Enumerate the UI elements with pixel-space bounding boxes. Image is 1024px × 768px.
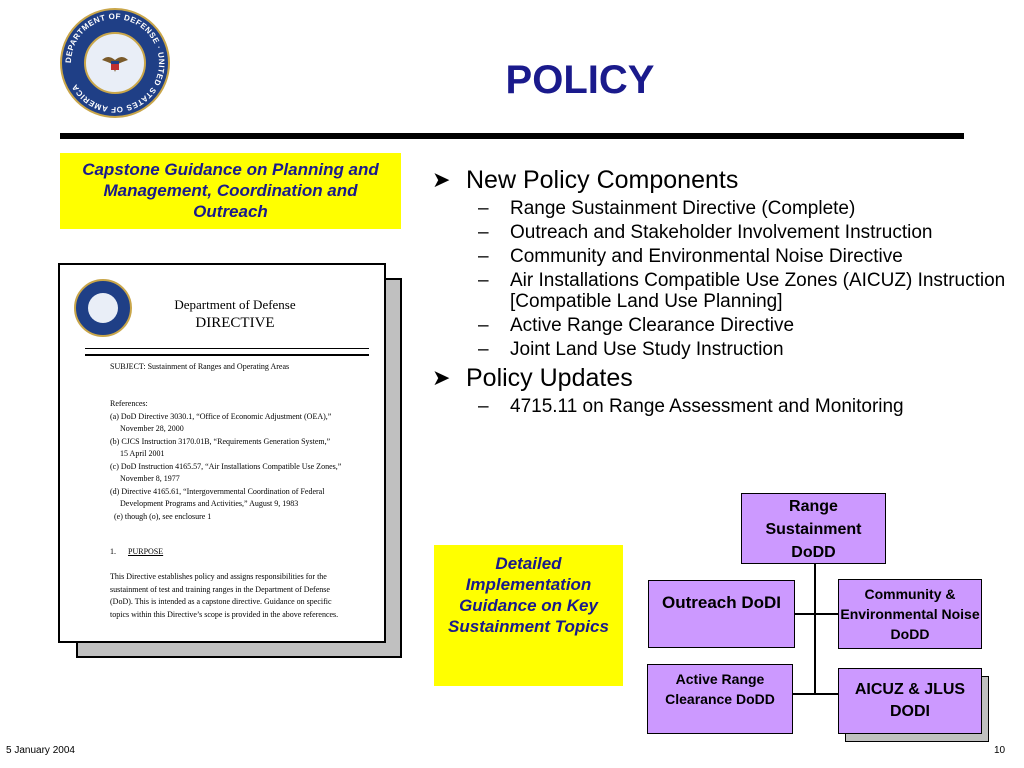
section-title: PURPOSE [128, 547, 164, 556]
bullet-item [432, 363, 1012, 393]
sub-bullet-text: 4715.11 on Range Assessment and Monitoring [510, 396, 904, 417]
sub-bullet-text: Outreach and Stakeholder Involvement Instruction [510, 222, 933, 243]
sub-bullet-item [432, 339, 1012, 360]
references-label: References: [110, 399, 148, 408]
footer-date: 5 January 2004 [6, 745, 75, 756]
bullet-text: New Policy Components [466, 166, 739, 194]
document-seal-logo [74, 279, 132, 337]
purpose-line: This Directive establishes policy and assigns responsibilities for the [110, 572, 327, 581]
purpose-line: sustainment of test and training ranges in the Department of Defense [110, 584, 330, 594]
reference-line: 15 April 2001 [110, 449, 165, 458]
bullet-text: Policy Updates [466, 364, 633, 392]
range-sustainment-box: Range Sustainment DoDD [741, 493, 886, 564]
reference-line: (b) CJCS Instruction 3170.01B, “Requirements Generation System,” [110, 436, 331, 446]
dash-bullet-icon: – [478, 222, 489, 243]
purpose-line: topics within this Directive’s scope is provided in the above references. [110, 609, 339, 619]
connector-line [814, 563, 816, 693]
dash-bullet-icon: – [478, 315, 489, 336]
reference-line: (e) though (o), see enclosure 1 [110, 511, 212, 521]
connector-line [795, 613, 838, 615]
outreach-box: Outreach DoDI [648, 580, 795, 648]
dash-bullet-icon: – [478, 396, 489, 417]
capstone-guidance-box: Capstone Guidance on Planning and Management, Coordination and Outreach [60, 153, 401, 229]
sub-bullet-item [432, 246, 1012, 267]
sub-bullet-item [432, 198, 1012, 219]
reference-line: (c) DoD Instruction 4165.57, “Air Installations Compatible Use Zones,” [110, 461, 342, 471]
document-subject: SUBJECT: Sustainment of Ranges and Operating Areas [110, 362, 290, 371]
document-references [110, 398, 341, 523]
page-number: 10 [994, 745, 1006, 756]
sub-bullet-text: Range Sustainment Directive (Complete) [510, 198, 856, 219]
noise-box: Community & Environmental Noise DoDD [838, 579, 982, 649]
bullet-item [432, 165, 1012, 195]
document-header [150, 296, 320, 332]
dash-bullet-icon: – [478, 246, 489, 267]
svg-text:DEPARTMENT OF DEFENSE · UNITED: DEPARTMENT OF DEFENSE · UNITED STATES OF AMERICA [63, 11, 167, 115]
connector-line [793, 693, 838, 695]
dash-bullet-icon: – [478, 198, 489, 219]
sub-bullet-item [432, 270, 1012, 312]
detailed-guidance-box: Detailed Implementation Guidance on Key Sustainment Topics [434, 545, 623, 686]
purpose-heading [110, 546, 163, 559]
document-seal-center [88, 293, 118, 323]
document-rule-thick [85, 354, 369, 356]
document-rule [85, 348, 369, 349]
section-number: 1. [110, 547, 116, 556]
clearance-box: Active Range Clearance DoDD [647, 664, 793, 734]
dash-bullet-icon: – [478, 339, 489, 360]
sub-bullet-text: Joint Land Use Study Instruction [510, 339, 784, 360]
document-type: DIRECTIVE [195, 315, 275, 331]
arrow-bullet-icon: ➤ [432, 167, 451, 192]
slide-title: POLICY [505, 58, 655, 102]
purpose-line: (DoD). This is intended as a capstone directive. Guidance on specific [110, 597, 332, 606]
aicuz-box: AICUZ & JLUS DODI [838, 668, 982, 734]
sub-bullet-item [432, 315, 1012, 336]
arrow-bullet-icon: ➤ [432, 365, 451, 390]
reference-line: Development Programs and Activities,” August 9, 1983 [110, 499, 299, 508]
document-org: Department of Defense [174, 297, 296, 312]
reference-line: (a) DoD Directive 3030.1, “Office of Economic Adjustment (OEA),” [110, 411, 332, 421]
bullet-list [432, 165, 1012, 420]
sub-bullet-item [432, 396, 1012, 417]
title-divider [60, 133, 964, 139]
dash-bullet-icon: – [478, 270, 489, 291]
reference-line: November 8, 1977 [110, 474, 180, 483]
sub-bullet-item [432, 222, 1012, 243]
reference-line: November 28, 2000 [110, 424, 184, 433]
sub-bullet-text: Community and Environmental Noise Directive [510, 246, 903, 267]
sub-bullet-text: Active Range Clearance Directive [510, 315, 795, 336]
reference-line: (d) Directive 4165.61, “Intergovernmental Coordination of Federal [110, 486, 325, 496]
sub-bullet-text: Air Installations Compatible Use Zones (AICUZ) Instruction [Compatible Land Use Planning] [510, 270, 1006, 312]
purpose-text [110, 571, 338, 621]
